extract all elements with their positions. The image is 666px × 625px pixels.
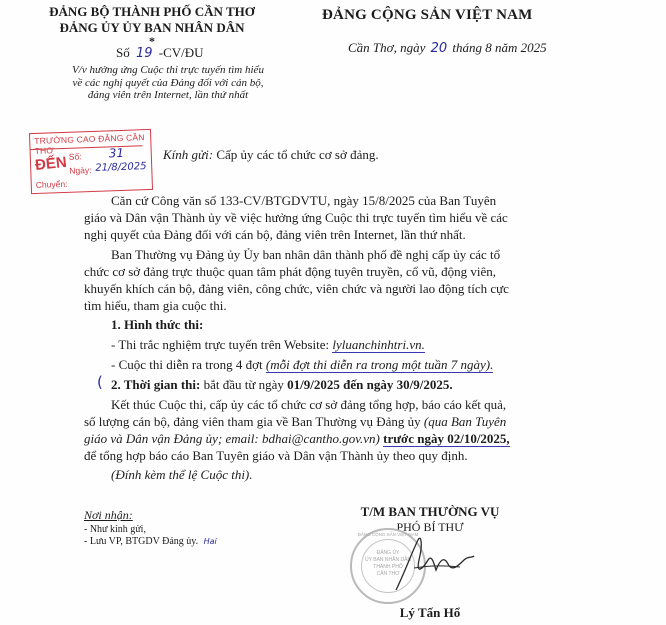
paragraph-italic: (qua Ban Tuyên: [423, 414, 507, 429]
form-line-text: - Thi trắc nghiệm trực tuyến trên Website:: [111, 337, 330, 352]
subject: [60, 64, 276, 102]
recipient-item: - Như kính gửi,: [84, 524, 146, 535]
date-day-handwritten: 20: [430, 41, 448, 56]
doc-number-suffix: -CV/ĐU: [158, 45, 204, 60]
issue-date: [348, 40, 547, 56]
signature-scribble: [392, 530, 478, 602]
date-prefix: Cần Thơ, ngày: [348, 40, 426, 55]
paragraph-line: [84, 413, 506, 430]
star: *: [149, 34, 155, 48]
recipient-hand-note: Hai: [203, 537, 217, 546]
paragraph-line: để tổng hợp báo cáo Ban Tuyên giáo và Dân vận Thành ủy theo quy định.: [84, 448, 468, 463]
seal-center-line: THÀNH PHỐ: [373, 564, 403, 570]
attachment-note: (Đính kèm thể lệ Cuộc thi).: [111, 467, 253, 482]
section-time: [111, 376, 453, 393]
paragraph-line: khuyến khích cán bộ, đảng viên, công chức, viên chức và người lao động tích cực: [84, 281, 509, 296]
addressee-label: Kính gửi:: [163, 147, 214, 162]
paragraph-line: [84, 430, 510, 447]
seal-center-line: CẦN THƠ: [376, 571, 400, 577]
stamp-number-label: Số:: [68, 151, 82, 162]
time-text: bắt đầu từ ngày: [203, 377, 284, 392]
recipient-text: - Lưu VP, BTGDV Đảng ủy.: [84, 536, 199, 547]
paragraph-line: chức cơ sở đảng trực thuộc quan tâm phát động tuyên truyền, cổ vũ, động viên,: [84, 264, 496, 279]
rounds-note: (mỗi đợt thi diễn ra trong một tuần 7 ngày).: [265, 357, 494, 372]
received-stamp: [29, 129, 153, 194]
seal-text: ĐẢNG CỘNG SẢN VIỆT NAM: [357, 532, 419, 537]
section-heading: 2. Thời gian thi:: [111, 377, 201, 392]
paragraph-line: giáo và Dân vận Thành ủy về việc hưởng ứng Cuộc thi trực tuyến tìm hiểu về các: [84, 210, 508, 225]
time-dates: 01/9/2025 đến ngày 30/9/2025.: [287, 377, 453, 392]
signer-name: Lý Tấn Hổ: [399, 605, 461, 620]
seal-center-line: ĐẢNG ỦY: [376, 550, 400, 556]
date-suffix: tháng 8 năm 2025: [452, 40, 547, 55]
contact-email: giáo và Dân vận Đảng ủy; email: bdhai@cantho.gov.vn): [84, 431, 380, 446]
stamp-den: ĐẾN: [34, 153, 68, 175]
org-name: ĐẢNG BỘ THÀNH PHỐ CẦN THƠ: [49, 4, 255, 19]
form-line-text: - Cuộc thi diễn ra trong 4 đợt: [111, 357, 263, 372]
paragraph-line: Căn cứ Công văn số 133-CV/BTGDVTU, ngày 15/8/2025 của Ban Tuyên: [111, 193, 497, 208]
recipient-item: [84, 536, 217, 547]
doc-number: [116, 45, 204, 61]
hand-bracket-mark: (: [97, 373, 103, 391]
stamp-forward-label: Chuyển:: [35, 178, 68, 190]
paragraph-line: Kết thúc Cuộc thi, cấp ủy các tổ chức cơ sở đảng tổng hợp, báo cáo kết quả,: [111, 397, 507, 412]
website-link: lyluanchinhtri.vn.: [332, 337, 425, 352]
addressee-text: Cấp ủy các tổ chức cơ sở đảng.: [216, 147, 379, 162]
stamp-number-value: 31: [108, 145, 125, 161]
section-heading: 1. Hình thức thi:: [111, 317, 204, 332]
deadline: trước ngày 02/10/2025,: [383, 431, 510, 446]
form-line-rounds: [111, 356, 493, 373]
paragraph-line: tìm hiểu, tham gia cuộc thi.: [84, 298, 227, 313]
paragraph-line: Ban Thường vụ Đảng ủy Ủy ban nhân dân thành phố đề nghị cấp ủy các tổ: [111, 247, 501, 262]
subject-line: đảng viên trên Internet, lần thứ nhất: [87, 89, 249, 101]
stamp-title: TRƯỜNG CAO ĐẲNG CẦN THƠ: [34, 132, 145, 156]
signature-title: T/M BAN THƯỜNG VỤ: [360, 504, 500, 519]
org-sub: ĐẢNG ỦY ỦY BAN NHÂN DÂN: [59, 20, 245, 35]
subject-line: V/v hưởng ứng Cuộc thi trực tuyến tìm hiểu: [72, 64, 264, 76]
paragraph-text: số lượng cán bộ, đảng viên tham gia về Ban Thường vụ Đảng ủy: [84, 414, 421, 429]
seal-center-line: ỦY BAN NHÂN DÂN: [364, 557, 412, 563]
recipients-label: Nơi nhận:: [84, 508, 133, 522]
stamp-date-label: Ngày:: [69, 164, 92, 176]
addressee: [163, 146, 379, 163]
form-line-website: [111, 336, 425, 353]
doc-number-handwritten: 19: [135, 46, 153, 61]
paragraph-line: nghị quyết của Đảng đối với cán bộ, đảng viên trên Internet, lần thứ nhất.: [84, 227, 466, 242]
party-title: ĐẢNG CỘNG SẢN VIỆT NAM: [322, 7, 533, 23]
stamp-date-value: 21/8/2025: [95, 161, 147, 174]
signature-role: PHÓ BÍ THƯ: [396, 520, 464, 534]
subject-line: về các nghị quyết của Đảng đối với cán bộ,: [72, 76, 264, 89]
doc-number-prefix: Số: [116, 45, 130, 60]
